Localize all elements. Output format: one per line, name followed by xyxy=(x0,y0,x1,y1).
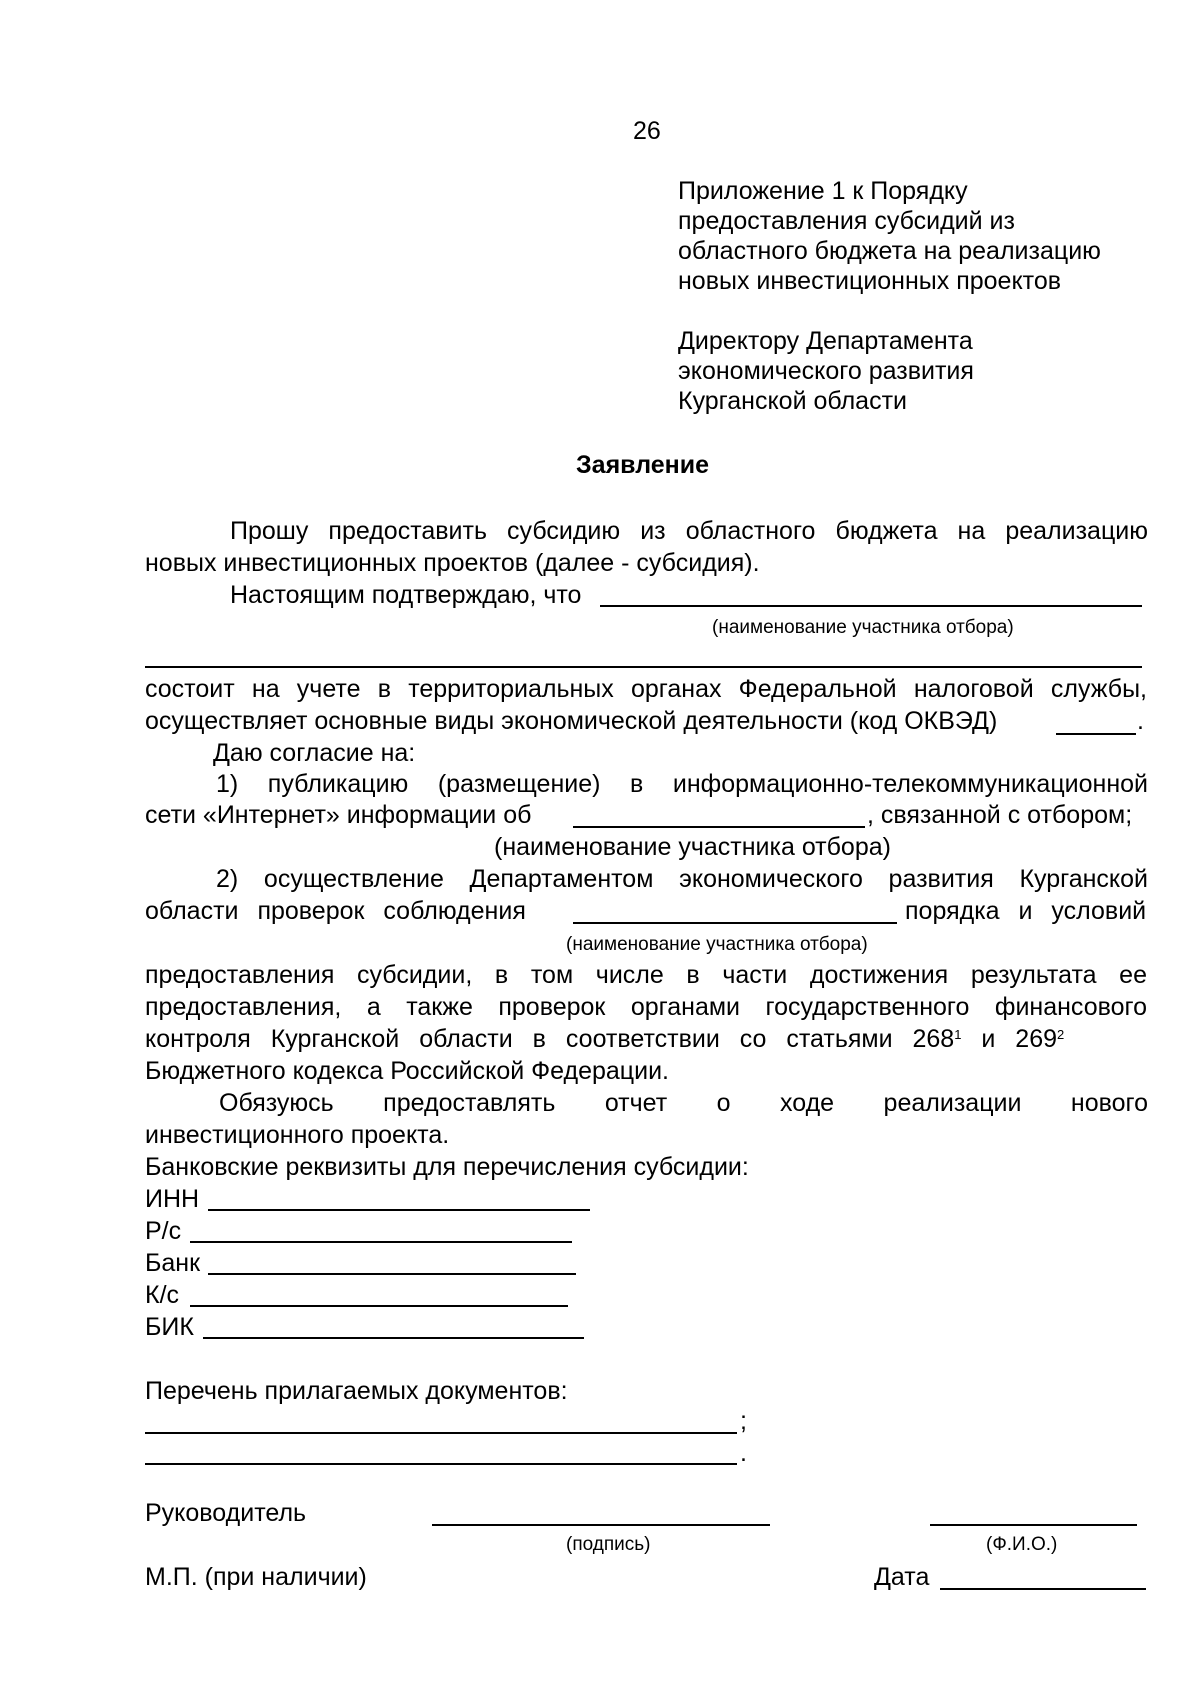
document-field-1-end: ; xyxy=(740,1407,747,1435)
head-label: Руководитель xyxy=(145,1499,307,1527)
p4-line-3a: контроля Курганской области в соответствии со статьями 268 xyxy=(145,1025,955,1053)
inn-label: ИНН xyxy=(145,1185,200,1213)
addressee-line-3: Курганской области xyxy=(678,387,908,415)
inn-field[interactable] xyxy=(208,1209,590,1211)
bik-field[interactable] xyxy=(203,1337,584,1339)
documents-heading: Перечень прилагаемых документов: xyxy=(145,1377,568,1405)
superscript-1: 1 xyxy=(954,1027,962,1042)
date-label: Дата xyxy=(874,1563,930,1591)
p4-line-4: Бюджетного кодекса Российской Федерации. xyxy=(145,1057,669,1085)
p4-line-2: предоставления, а также проверок органами государственного финансового xyxy=(145,993,1147,1021)
bank-label: Банк xyxy=(145,1249,201,1277)
item1-line-2a: сети «Интернет» информации об xyxy=(145,801,532,829)
document-field-1[interactable] xyxy=(145,1432,737,1434)
p5-line-2: инвестиционного проекта. xyxy=(145,1121,450,1149)
signature-caption: (подпись) xyxy=(566,1534,651,1555)
corr-account-label: К/с xyxy=(145,1281,180,1309)
p2-prefix: Настоящим подтверждаю, что xyxy=(230,581,582,609)
item1-line-1: 1) публикацию (размещение) в информационно-телекоммуникационной xyxy=(216,770,1148,798)
participant-name-field-cont[interactable] xyxy=(145,666,1142,668)
caption-participant-name-2: (наименование участника отбора) xyxy=(494,833,891,861)
signature-field[interactable] xyxy=(432,1524,770,1526)
page-number: 26 xyxy=(633,117,661,145)
date-field[interactable] xyxy=(940,1588,1146,1590)
bik-label: БИК xyxy=(145,1313,194,1341)
appendix-line-2: предоставления субсидий из xyxy=(678,207,1015,235)
superscript-2: 2 xyxy=(1057,1027,1065,1042)
bank-field[interactable] xyxy=(208,1273,576,1275)
bank-heading: Банковские реквизиты для перечисления субсидии: xyxy=(145,1153,749,1181)
appendix-line-1: Приложение 1 к Порядку xyxy=(678,177,968,205)
p1-line-1: Прошу предоставить субсидию из областного бюджета на реализацию xyxy=(230,517,1148,545)
caption-participant-name-3: (наименование участника отбора) xyxy=(566,934,868,955)
item2-line-2b: порядка и условий xyxy=(905,897,1147,925)
publication-participant-field[interactable] xyxy=(573,826,865,828)
consent-label: Даю согласие на: xyxy=(213,739,416,767)
p1-line-2: новых инвестиционных проектов (далее - субсидия). xyxy=(145,549,760,577)
okved-field[interactable] xyxy=(1056,733,1136,735)
inspection-participant-field[interactable] xyxy=(573,922,897,924)
item2-line-2a: области проверок соблюдения xyxy=(145,897,526,925)
p5-line-1: Обязуюсь предоставлять отчет о ходе реализации нового xyxy=(219,1089,1148,1117)
participant-name-field[interactable] xyxy=(600,605,1142,607)
p3-line-2-end: . xyxy=(1137,707,1144,735)
p4-line-3b: и 269 xyxy=(961,1025,1058,1053)
item1-line-2b: , связанной с отбором; xyxy=(867,801,1133,829)
p3-line-1: состоит на учете в территориальных органах Федеральной налоговой службы, xyxy=(145,675,1147,703)
name-caption: (Ф.И.О.) xyxy=(986,1534,1058,1555)
account-field[interactable] xyxy=(190,1241,572,1243)
p4-line-3 xyxy=(145,1024,1064,1054)
name-field[interactable] xyxy=(930,1524,1137,1526)
appendix-line-4: новых инвестиционных проектов xyxy=(678,267,1062,295)
corr-account-field[interactable] xyxy=(190,1305,568,1307)
appendix-line-3: областного бюджета на реализацию xyxy=(678,237,1101,265)
seal-label: М.П. (при наличии) xyxy=(145,1563,367,1591)
p3-line-2: осуществляет основные виды экономической деятельности (код ОКВЭД) xyxy=(145,707,998,735)
addressee-line-2: экономического развития xyxy=(678,357,974,385)
item2-line-1: 2) осуществление Департаментом экономического развития Курганской xyxy=(216,865,1148,893)
addressee-line-1: Директору Департамента xyxy=(678,327,973,355)
document-title: Заявление xyxy=(576,451,710,479)
document-field-2[interactable] xyxy=(145,1463,737,1465)
account-label: Р/с xyxy=(145,1217,182,1245)
p4-line-1: предоставления субсидии, в том числе в части достижения результата ее xyxy=(145,961,1147,989)
caption-participant-name: (наименование участника отбора) xyxy=(712,617,1014,638)
document-field-2-end: . xyxy=(740,1439,747,1467)
